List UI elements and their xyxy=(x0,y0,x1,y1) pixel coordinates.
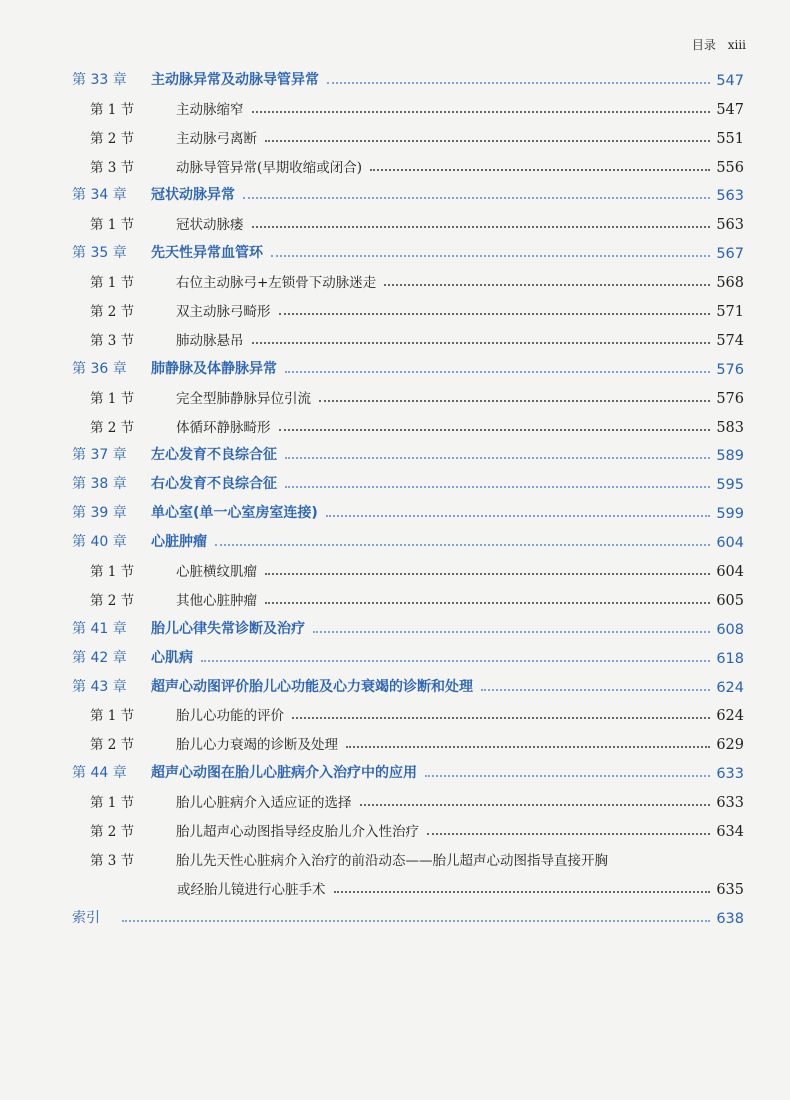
toc-index-entry xyxy=(72,898,744,927)
toc-entry-page-number: 589 xyxy=(716,448,744,465)
toc-entry-page-number: 635 xyxy=(716,881,744,898)
toc-entry-page-number: 547 xyxy=(716,72,744,89)
toc-entry-label: 第 1 节 xyxy=(90,795,135,812)
toc-entry-label: 第 43 章 xyxy=(72,678,127,695)
toc-entry-title: 心肌病 xyxy=(151,649,193,666)
dot-leader xyxy=(122,919,710,922)
toc-entry-title: 双主动脉弓畸形 xyxy=(176,304,271,321)
toc-entry-page-number: 604 xyxy=(716,535,744,552)
toc-entry-title: 体循环静脉畸形 xyxy=(176,419,271,436)
header-page-number: xiii xyxy=(727,38,746,52)
toc-entry-page-number: 638 xyxy=(716,910,744,927)
toc-entry-title: 冠状动脉异常 xyxy=(151,187,235,204)
toc-section-entry xyxy=(72,378,744,407)
toc-entry-label: 第 1 节 xyxy=(90,275,135,292)
dot-leader xyxy=(427,832,710,835)
toc-chapter-entry xyxy=(72,753,744,782)
toc-chapter-entry xyxy=(72,522,744,551)
toc-section-entry xyxy=(72,147,744,176)
toc-chapter-entry xyxy=(72,60,744,89)
toc-entry-title: 主动脉弓离断 xyxy=(176,130,257,147)
toc-entry-title: 完全型肺静脉异位引流 xyxy=(176,390,311,407)
toc-entry-page-number: 633 xyxy=(716,766,744,783)
toc-entry-title: 心脏横纹肌瘤 xyxy=(176,564,257,581)
toc-entry-title: 心脏肿瘤 xyxy=(151,534,207,551)
toc-entry-page-number: 605 xyxy=(716,592,744,609)
dot-leader xyxy=(327,81,710,84)
dot-leader xyxy=(252,225,711,228)
toc-entry-page-number: 604 xyxy=(716,564,744,581)
toc-entry-page-number: 599 xyxy=(716,506,744,523)
toc-entry-title: 胎儿心功能的评价 xyxy=(176,708,284,725)
toc-section-entry xyxy=(72,580,744,609)
dot-leader xyxy=(279,312,711,315)
toc-entry-label: 第 2 节 xyxy=(90,737,135,754)
toc-entry-label: 第 3 节 xyxy=(90,852,135,869)
toc-entry-title: 超声心动图在胎儿心脏病介入治疗中的应用 xyxy=(151,765,417,782)
toc-entry-label: 第 2 节 xyxy=(90,592,135,609)
toc-entry-title: 超声心动图评价胎儿心功能及心力衰竭的诊断和处理 xyxy=(151,678,473,695)
dot-leader xyxy=(425,774,710,777)
toc-section-entry xyxy=(72,89,744,118)
toc-entry-label: 第 41 章 xyxy=(72,620,127,637)
toc-chapter-entry xyxy=(72,233,744,262)
toc-entry-page-number: 576 xyxy=(716,361,744,378)
toc-entry-label: 第 3 节 xyxy=(90,332,135,349)
toc-entry-label: 第 37 章 xyxy=(72,447,127,464)
toc-chapter-entry xyxy=(72,464,744,493)
toc-section-entry xyxy=(72,118,744,147)
dot-leader xyxy=(252,341,711,344)
dot-leader xyxy=(285,485,710,488)
dot-leader xyxy=(265,139,710,142)
toc-entry-page-number: 574 xyxy=(716,332,744,349)
toc-entry-label: 第 34 章 xyxy=(72,187,127,204)
dot-leader xyxy=(252,110,711,113)
dot-leader xyxy=(481,688,710,691)
toc-entry-page-number: 618 xyxy=(716,650,744,667)
table-of-contents xyxy=(72,60,744,927)
dot-leader xyxy=(285,370,710,373)
running-header xyxy=(692,36,746,53)
toc-section-entry xyxy=(72,262,744,291)
toc-entry-label: 第 1 节 xyxy=(90,217,135,234)
toc-entry-title: 冠状动脉瘘 xyxy=(176,217,244,234)
toc-entry-page-number: 595 xyxy=(716,477,744,494)
toc-entry-page-number: 629 xyxy=(716,737,744,754)
dot-leader xyxy=(215,543,710,546)
header-title: 目录 xyxy=(691,38,716,52)
toc-entry-title: 左心发育不良综合征 xyxy=(151,447,277,464)
toc-entry-label: 第 2 节 xyxy=(90,130,135,147)
toc-entry-label: 第 1 节 xyxy=(90,390,135,407)
toc-chapter-entry xyxy=(72,638,744,667)
dot-leader xyxy=(285,456,710,459)
dot-leader xyxy=(201,659,710,662)
toc-entry-title: 胎儿超声心动图指导经皮胎儿介入性治疗 xyxy=(176,824,419,841)
dot-leader xyxy=(265,601,710,604)
toc-section-entry xyxy=(72,407,744,436)
toc-entry-page-number: 551 xyxy=(716,130,744,147)
dot-leader xyxy=(334,890,711,893)
toc-entry-title: 或经胎儿镜进行心脏手术 xyxy=(177,881,326,898)
toc-section-entry xyxy=(72,869,744,898)
dot-leader xyxy=(370,168,710,171)
toc-entry-title: 胎儿先天性心脏病介入治疗的前沿动态——胎儿超声心动图指导直接开胸 xyxy=(176,852,608,869)
toc-entry-label: 第 1 节 xyxy=(90,708,135,725)
toc-entry-page-number: 567 xyxy=(716,246,744,263)
toc-entry-label: 第 44 章 xyxy=(72,765,127,782)
toc-section-entry xyxy=(72,696,744,725)
toc-entry-label: 第 42 章 xyxy=(72,649,127,666)
toc-entry-title: 胎儿心律失常诊断及治疗 xyxy=(151,620,305,637)
dot-leader xyxy=(313,630,710,633)
toc-entry-label: 索引 xyxy=(72,909,100,926)
dot-leader xyxy=(292,716,710,719)
toc-entry-title: 胎儿心力衰竭的诊断及处理 xyxy=(176,737,338,754)
toc-entry-label: 第 3 节 xyxy=(90,159,135,176)
toc-entry-label: 第 2 节 xyxy=(90,419,135,436)
toc-entry-page-number: 547 xyxy=(716,101,744,118)
dot-leader xyxy=(384,283,710,286)
toc-entry-title: 右心发育不良综合征 xyxy=(151,476,277,493)
toc-entry-page-number: 563 xyxy=(716,188,744,205)
toc-entry-title: 胎儿心脏病介入适应证的选择 xyxy=(176,795,352,812)
toc-entry-label: 第 36 章 xyxy=(72,360,127,377)
toc-entry-page-number: 608 xyxy=(716,621,744,638)
toc-chapter-entry xyxy=(72,176,744,205)
dot-leader xyxy=(360,803,711,806)
toc-chapter-entry xyxy=(72,609,744,638)
toc-section-entry xyxy=(72,320,744,349)
toc-entry-label: 第 1 节 xyxy=(90,101,135,118)
toc-entry-title: 右位主动脉弓+左锁骨下动脉迷走 xyxy=(176,275,377,292)
toc-entry-title: 肺静脉及体静脉异常 xyxy=(151,360,277,377)
toc-entry-label: 第 35 章 xyxy=(72,245,127,262)
dot-leader xyxy=(279,428,711,431)
dot-leader xyxy=(271,254,710,257)
toc-section-entry xyxy=(72,291,744,320)
toc-entry-label: 第 39 章 xyxy=(72,505,127,522)
toc-entry-label: 第 2 节 xyxy=(90,824,135,841)
toc-entry-label: 第 2 节 xyxy=(90,304,135,321)
toc-section-entry xyxy=(72,204,744,233)
toc-entry-title: 其他心脏肿瘤 xyxy=(176,592,257,609)
toc-entry-page-number: 568 xyxy=(716,275,744,292)
toc-entry-label: 第 1 节 xyxy=(90,564,135,581)
toc-entry-label: 第 40 章 xyxy=(72,534,127,551)
toc-entry-page-number: 624 xyxy=(716,679,744,696)
toc-entry-title: 单心室(单一心室房室连接) xyxy=(151,505,318,522)
toc-chapter-entry xyxy=(72,436,744,465)
toc-entry-page-number: 563 xyxy=(716,217,744,234)
toc-section-entry xyxy=(72,724,744,753)
toc-chapter-entry xyxy=(72,493,744,522)
dot-leader xyxy=(326,514,711,517)
dot-leader xyxy=(346,745,710,748)
toc-entry-label: 第 33 章 xyxy=(72,71,127,88)
toc-entry-title: 肺动脉悬吊 xyxy=(176,332,244,349)
toc-entry-page-number: 583 xyxy=(716,419,744,436)
toc-entry-title: 动脉导管异常(早期收缩或闭合) xyxy=(176,159,363,176)
toc-entry-page-number: 634 xyxy=(716,824,744,841)
dot-leader xyxy=(243,196,710,199)
toc-entry-label: 第 38 章 xyxy=(72,476,127,493)
dot-leader xyxy=(319,399,710,402)
toc-chapter-entry xyxy=(72,349,744,378)
toc-entry-page-number: 633 xyxy=(716,795,744,812)
toc-entry-page-number: 576 xyxy=(716,390,744,407)
dot-leader xyxy=(265,572,710,575)
toc-section-entry xyxy=(72,840,744,869)
toc-entry-page-number: 571 xyxy=(716,304,744,321)
toc-entry-page-number: 624 xyxy=(716,708,744,725)
toc-entry-title: 先天性异常血管环 xyxy=(151,245,263,262)
toc-section-entry xyxy=(72,811,744,840)
toc-entry-page-number: 556 xyxy=(716,159,744,176)
toc-entry-title: 主动脉异常及动脉导管异常 xyxy=(151,71,319,88)
toc-chapter-entry xyxy=(72,667,744,696)
toc-section-entry xyxy=(72,782,744,811)
toc-entry-title: 主动脉缩窄 xyxy=(176,101,244,118)
toc-section-entry xyxy=(72,551,744,580)
